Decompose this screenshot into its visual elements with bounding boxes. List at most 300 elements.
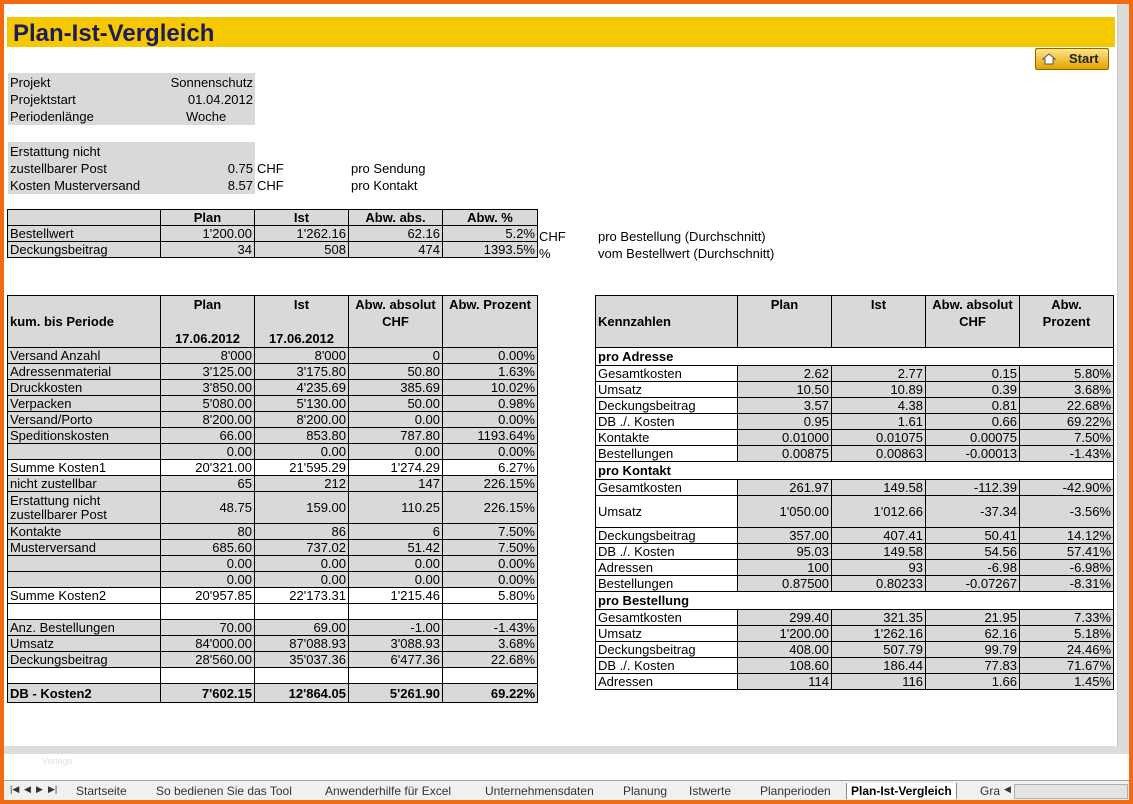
cell[interactable]: 54.56 xyxy=(926,544,1020,560)
row-label xyxy=(8,572,161,588)
header-cell xyxy=(926,296,1020,348)
cell[interactable]: 1.66 xyxy=(926,674,1020,690)
sheet-tab-unternehmensdaten[interactable]: Unternehmensdaten xyxy=(485,784,594,798)
bestellwert-table xyxy=(7,209,538,258)
cell[interactable]: 99.79 xyxy=(926,642,1020,658)
sheet-tab-anwenderhilfe[interactable]: Anwenderhilfe für Excel xyxy=(325,784,452,798)
cell[interactable]: 86 xyxy=(255,524,349,540)
table-row xyxy=(596,480,1114,496)
last-sheet-icon[interactable]: ▶| xyxy=(48,784,58,794)
sheet-tab-istwerte[interactable]: Istwerte xyxy=(689,784,732,798)
col-ist-label: Ist xyxy=(293,297,310,312)
cell[interactable]: -0.07267 xyxy=(926,576,1020,592)
cell[interactable]: -37.34 xyxy=(926,496,1020,528)
cell[interactable]: 114 xyxy=(738,674,832,690)
cell[interactable]: 5.2% xyxy=(443,226,538,242)
cell[interactable]: 3.68% xyxy=(443,636,538,652)
cell[interactable]: 1193.64% xyxy=(443,428,538,444)
cell[interactable]: 357.00 xyxy=(738,528,832,544)
cell[interactable]: 226.15% xyxy=(443,476,538,492)
cell[interactable]: -8.31% xyxy=(1020,576,1114,592)
cell[interactable]: 69.22% xyxy=(443,684,538,703)
date-ist: 17.06.2012 xyxy=(268,331,335,346)
title-banner xyxy=(7,17,1115,47)
table-row xyxy=(8,396,538,412)
cell[interactable]: 87'088.93 xyxy=(255,636,349,652)
cell[interactable]: 5'130.00 xyxy=(255,396,349,412)
row-label: Kontakte xyxy=(596,430,738,446)
cell[interactable]: -3.56% xyxy=(1020,496,1114,528)
musterversand-value: 8.57 xyxy=(227,178,253,193)
cell[interactable]: 787.80 xyxy=(349,428,443,444)
cell[interactable]: 8'000 xyxy=(161,348,255,364)
cell[interactable]: 28'560.00 xyxy=(161,652,255,668)
vertical-scrollbar[interactable] xyxy=(1117,4,1129,746)
section-title: pro Bestellung xyxy=(596,592,1114,610)
row-label: Bestellwert xyxy=(8,226,161,242)
table-row xyxy=(596,626,1114,642)
row-label: DB ./. Kosten xyxy=(596,658,738,674)
cell[interactable] xyxy=(443,668,538,684)
cell[interactable]: 0.00 xyxy=(255,556,349,572)
bestellwert-note: pro Bestellung (Durchschnitt) xyxy=(598,229,766,244)
cell[interactable]: 0.95 xyxy=(738,414,832,430)
cell[interactable]: 1'215.46 xyxy=(349,588,443,604)
row-label: Kontakte xyxy=(8,524,161,540)
sheet-bottom-strip xyxy=(4,746,1129,754)
col-pct-label: Abw. xyxy=(1051,297,1082,312)
table-row xyxy=(596,576,1114,592)
first-sheet-icon[interactable]: |◀ xyxy=(10,784,20,794)
cell[interactable]: 0.00 xyxy=(161,444,255,460)
watermark-text: Vorlage xyxy=(42,756,73,766)
cell[interactable]: 21.95 xyxy=(926,610,1020,626)
cell[interactable] xyxy=(349,668,443,684)
cell[interactable]: -1.43% xyxy=(443,620,538,636)
table-row xyxy=(8,380,538,396)
table-row xyxy=(8,492,538,524)
table-header-row xyxy=(8,296,538,348)
cell[interactable] xyxy=(161,604,255,620)
row-label: Bestellungen xyxy=(596,446,738,462)
cell[interactable]: 110.25 xyxy=(349,492,443,524)
sheet-tab-startseite[interactable]: Startseite xyxy=(76,784,127,798)
row-label: Deckungsbeitrag xyxy=(596,398,738,414)
cell[interactable]: 0.01075 xyxy=(832,430,926,446)
cell[interactable]: 737.02 xyxy=(255,540,349,556)
cell[interactable]: 20'957.85 xyxy=(161,588,255,604)
row-label: DB ./. Kosten xyxy=(596,414,738,430)
next-sheet-icon[interactable]: ▶ xyxy=(36,784,43,794)
cell[interactable]: 0.80233 xyxy=(832,576,926,592)
col-pct-label-2: Prozent xyxy=(1042,314,1091,329)
cell[interactable]: 93 xyxy=(832,560,926,576)
cell[interactable]: 4'235.69 xyxy=(255,380,349,396)
cell[interactable]: 69.22% xyxy=(1020,414,1114,430)
cell[interactable]: 1'262.16 xyxy=(255,226,349,242)
cell[interactable]: -0.00013 xyxy=(926,446,1020,462)
cell[interactable]: 3'175.80 xyxy=(255,364,349,380)
cell[interactable]: 57.41% xyxy=(1020,544,1114,560)
table-row xyxy=(8,636,538,652)
header-cell: Ist xyxy=(255,210,349,226)
table-row xyxy=(596,366,1114,382)
table-row xyxy=(596,560,1114,576)
cell[interactable]: 21'595.29 xyxy=(255,460,349,476)
cell[interactable] xyxy=(349,604,443,620)
cell[interactable]: 7.33% xyxy=(1020,610,1114,626)
section-header-row xyxy=(596,462,1114,480)
erstattung-unit: CHF xyxy=(257,161,284,176)
section-header-row xyxy=(596,592,1114,610)
cell[interactable]: 0.98% xyxy=(443,396,538,412)
project-start-label: Projektstart xyxy=(10,92,76,107)
cell[interactable]: 407.41 xyxy=(832,528,926,544)
cell[interactable]: 10.89 xyxy=(832,382,926,398)
musterversand-label: Kosten Musterversand xyxy=(10,178,141,193)
cell[interactable]: 226.15% xyxy=(443,492,538,524)
cell[interactable]: 80 xyxy=(161,524,255,540)
cell[interactable]: 0.87500 xyxy=(738,576,832,592)
db-unit: % xyxy=(539,246,551,261)
cell[interactable]: 1'200.00 xyxy=(161,226,255,242)
cell[interactable]: 7.50% xyxy=(1020,430,1114,446)
row-label: Verpacken xyxy=(8,396,161,412)
table-row xyxy=(8,412,538,428)
horizontal-scrollbar[interactable] xyxy=(1014,784,1128,799)
col-ist-label: Ist xyxy=(870,297,887,312)
cell[interactable]: 3.57 xyxy=(738,398,832,414)
table-row xyxy=(596,398,1114,414)
table-row xyxy=(8,620,538,636)
table-row xyxy=(596,674,1114,690)
scroll-left-icon[interactable]: ◀ xyxy=(1004,784,1011,794)
cell[interactable]: 321.35 xyxy=(832,610,926,626)
table-header-row xyxy=(596,296,1114,348)
table-row xyxy=(596,430,1114,446)
cell[interactable]: 7.50% xyxy=(443,524,538,540)
row-label: Adressen xyxy=(596,560,738,576)
cell[interactable]: 685.60 xyxy=(161,540,255,556)
cell[interactable]: 50.80 xyxy=(349,364,443,380)
header-cell: Abw. abs. xyxy=(349,210,443,226)
cell[interactable]: 22.68% xyxy=(443,652,538,668)
musterversand-note: pro Kontakt xyxy=(351,178,418,193)
cell[interactable]: -112.39 xyxy=(926,480,1020,496)
cell[interactable]: -6.98 xyxy=(926,560,1020,576)
cell[interactable]: 22'173.31 xyxy=(255,588,349,604)
cell[interactable]: 159.00 xyxy=(255,492,349,524)
cell[interactable]: 1393.5% xyxy=(443,242,538,258)
row-label: Druckkosten xyxy=(8,380,161,396)
row-label: Deckungsbeitrag xyxy=(596,642,738,658)
col-abs-unit: CHF xyxy=(959,314,986,329)
cell[interactable]: 212 xyxy=(255,476,349,492)
cell[interactable]: 84'000.00 xyxy=(161,636,255,652)
row-label: Musterversand xyxy=(8,540,161,556)
row-label: Bestellungen xyxy=(596,576,738,592)
cell[interactable]: 66.00 xyxy=(161,428,255,444)
cell[interactable]: 0.15 xyxy=(926,366,1020,382)
cell[interactable]: 0.66 xyxy=(926,414,1020,430)
header-cell xyxy=(832,296,926,348)
row-label: Summe Kosten1 xyxy=(8,460,161,476)
row-label: DB ./. Kosten xyxy=(596,544,738,560)
col-abs-unit: CHF xyxy=(382,314,409,329)
cell[interactable]: 0.00% xyxy=(443,444,538,460)
cell[interactable]: 474 xyxy=(349,242,443,258)
col-abs-label: Abw. absolut xyxy=(355,297,436,312)
cell[interactable]: 22.68% xyxy=(1020,398,1114,414)
cell[interactable]: 35'037.36 xyxy=(255,652,349,668)
cell[interactable]: 147 xyxy=(349,476,443,492)
cell[interactable]: 77.83 xyxy=(926,658,1020,674)
cell[interactable]: 50.41 xyxy=(926,528,1020,544)
header-cell xyxy=(443,296,538,348)
cell[interactable]: 299.40 xyxy=(738,610,832,626)
cell[interactable]: 3'850.00 xyxy=(161,380,255,396)
cell[interactable]: 0.00 xyxy=(349,444,443,460)
cell[interactable]: 24.46% xyxy=(1020,642,1114,658)
row-label: Umsatz xyxy=(8,636,161,652)
cell[interactable]: 6.27% xyxy=(443,460,538,476)
cell[interactable]: 0.00% xyxy=(443,412,538,428)
cell[interactable]: 0.00875 xyxy=(738,446,832,462)
sheet-tab-bar xyxy=(4,780,1129,800)
cell[interactable]: 0.00 xyxy=(255,572,349,588)
cell[interactable]: 2.62 xyxy=(738,366,832,382)
cell[interactable]: 20'321.00 xyxy=(161,460,255,476)
table-row xyxy=(8,572,538,588)
cell[interactable]: 0.00863 xyxy=(832,446,926,462)
cell[interactable]: 0.00% xyxy=(443,572,538,588)
erstattung-note: pro Sendung xyxy=(351,161,426,176)
cell[interactable]: 5'080.00 xyxy=(161,396,255,412)
sheet-tab-grafik[interactable]: Gra xyxy=(980,784,1001,798)
cell[interactable]: 1'050.00 xyxy=(738,496,832,528)
cell[interactable]: 1'200.00 xyxy=(738,626,832,642)
home-icon xyxy=(1042,53,1056,65)
cell[interactable]: 3.68% xyxy=(1020,382,1114,398)
cell[interactable]: 0.00% xyxy=(443,348,538,364)
header-cell: kum. bis Periode xyxy=(8,296,161,348)
table-row xyxy=(8,428,538,444)
sheet-tab-plan-ist-vergleich[interactable]: Plan-Ist-Vergleich xyxy=(846,783,957,799)
table-row xyxy=(8,604,538,620)
cell[interactable]: 3'125.00 xyxy=(161,364,255,380)
cell[interactable]: 50.00 xyxy=(349,396,443,412)
table-row xyxy=(596,382,1114,398)
cell[interactable]: 116 xyxy=(832,674,926,690)
table-row xyxy=(8,540,538,556)
sheet-tab-planung[interactable]: Planung xyxy=(623,784,668,798)
row-label: Deckungsbeitrag xyxy=(596,528,738,544)
cell[interactable]: 0 xyxy=(349,348,443,364)
header-cell: Abw. % xyxy=(443,210,538,226)
cell[interactable]: 8'000 xyxy=(255,348,349,364)
erstattung-label-1: Erstattung nicht xyxy=(10,144,101,159)
project-value: Sonnenschutz xyxy=(170,75,253,90)
cell[interactable]: 6 xyxy=(349,524,443,540)
section-header-row xyxy=(596,348,1114,366)
cell[interactable]: 149.58 xyxy=(832,544,926,560)
row-label: Versand Anzahl xyxy=(8,348,161,364)
row-label: Anz. Bestellungen xyxy=(8,620,161,636)
cell[interactable]: 48.75 xyxy=(161,492,255,524)
col-abs-label: Abw. absolut xyxy=(932,297,1013,312)
row-label: Adressen xyxy=(596,674,738,690)
cell[interactable]: 8'200.00 xyxy=(161,412,255,428)
row-label: Gesamtkosten xyxy=(596,366,738,382)
cell[interactable]: 100 xyxy=(738,560,832,576)
cell[interactable] xyxy=(161,668,255,684)
cell[interactable]: 62.16 xyxy=(926,626,1020,642)
table-row xyxy=(8,348,538,364)
row-label: DB - Kosten2 xyxy=(8,684,161,703)
cell[interactable]: 0.00 xyxy=(349,572,443,588)
cell[interactable]: 65 xyxy=(161,476,255,492)
date-plan: 17.06.2012 xyxy=(174,331,241,346)
cell[interactable]: 70.00 xyxy=(161,620,255,636)
cell[interactable]: 10.02% xyxy=(443,380,538,396)
cell[interactable]: 14.12% xyxy=(1020,528,1114,544)
bestellwert-unit: CHF xyxy=(539,229,566,244)
cell[interactable]: 4.38 xyxy=(832,398,926,414)
row-label: Adressenmaterial xyxy=(8,364,161,380)
row-label xyxy=(8,668,161,684)
table-row xyxy=(8,588,538,604)
col-plan-label: Plan xyxy=(193,297,222,312)
cell[interactable]: 62.16 xyxy=(349,226,443,242)
cell[interactable]: 508 xyxy=(255,242,349,258)
cell[interactable]: 10.50 xyxy=(738,382,832,398)
cell[interactable]: -42.90% xyxy=(1020,480,1114,496)
cell[interactable]: 69.00 xyxy=(255,620,349,636)
cell[interactable]: 0.81 xyxy=(926,398,1020,414)
row-label xyxy=(8,556,161,572)
cell[interactable]: 408.00 xyxy=(738,642,832,658)
prev-sheet-icon[interactable]: ◀ xyxy=(24,784,31,794)
header-cell xyxy=(1020,296,1114,348)
start-button-label: Start xyxy=(1069,51,1099,66)
cell[interactable]: 1'012.66 xyxy=(832,496,926,528)
table-row xyxy=(8,684,538,703)
cell[interactable]: 0.00 xyxy=(255,444,349,460)
cell[interactable]: 1'262.16 xyxy=(832,626,926,642)
row-label: Versand/Porto xyxy=(8,412,161,428)
row-label: Deckungsbeitrag xyxy=(8,652,161,668)
cell[interactable] xyxy=(443,604,538,620)
cell[interactable]: 0.00075 xyxy=(926,430,1020,446)
row-label xyxy=(8,444,161,460)
cell[interactable] xyxy=(255,668,349,684)
table-row xyxy=(596,528,1114,544)
row-label: Gesamtkosten xyxy=(596,610,738,626)
table-header-row xyxy=(8,210,538,226)
cell[interactable]: 385.69 xyxy=(349,380,443,396)
project-label: Projekt xyxy=(10,75,51,90)
row-label: Deckungsbeitrag xyxy=(8,242,161,258)
table-row xyxy=(596,446,1114,462)
row-label: Erstattung nicht zustellbarer Post xyxy=(8,492,161,524)
table-row xyxy=(8,476,538,492)
col-pct-label: Abw. Prozent xyxy=(449,297,531,312)
col-plan-label: Plan xyxy=(770,297,799,312)
cell[interactable]: 1.61 xyxy=(832,414,926,430)
cell[interactable]: 5'261.90 xyxy=(349,684,443,703)
cell[interactable]: 3'088.93 xyxy=(349,636,443,652)
table-row xyxy=(596,658,1114,674)
cell[interactable]: 149.58 xyxy=(832,480,926,496)
cell[interactable] xyxy=(255,604,349,620)
cell[interactable]: 5.80% xyxy=(1020,366,1114,382)
header-cell xyxy=(738,296,832,348)
page-title: Plan-Ist-Vergleich xyxy=(13,20,215,47)
row-label: Umsatz xyxy=(596,626,738,642)
cell[interactable]: 7'602.15 xyxy=(161,684,255,703)
header-cell: Plan xyxy=(161,210,255,226)
cell[interactable]: 1.45% xyxy=(1020,674,1114,690)
cell[interactable]: 108.60 xyxy=(738,658,832,674)
start-button[interactable] xyxy=(1035,48,1109,70)
row-label xyxy=(8,604,161,620)
cell[interactable]: 1.63% xyxy=(443,364,538,380)
cell[interactable]: 0.01000 xyxy=(738,430,832,446)
cell[interactable]: 34 xyxy=(161,242,255,258)
cell[interactable]: 7.50% xyxy=(443,540,538,556)
period-length-label: Periodenlänge xyxy=(10,109,94,124)
cell[interactable]: 507.79 xyxy=(832,642,926,658)
cell[interactable]: -1.43% xyxy=(1020,446,1114,462)
cell[interactable]: 5.80% xyxy=(443,588,538,604)
cell[interactable]: -6.98% xyxy=(1020,560,1114,576)
erstattung-value: 0.75 xyxy=(227,161,253,176)
cell[interactable]: -1.00 xyxy=(349,620,443,636)
row-label: nicht zustellbar xyxy=(8,476,161,492)
cell[interactable]: 261.97 xyxy=(738,480,832,496)
table-row xyxy=(596,610,1114,626)
cell[interactable]: 0.00 xyxy=(349,556,443,572)
cell[interactable]: 51.42 xyxy=(349,540,443,556)
cell[interactable]: 8'200.00 xyxy=(255,412,349,428)
sheet-tab-planperioden[interactable]: Planperioden xyxy=(760,784,831,798)
cell[interactable]: 6'477.36 xyxy=(349,652,443,668)
cell[interactable]: 0.00% xyxy=(443,556,538,572)
cell[interactable]: 0.00 xyxy=(349,412,443,428)
header-cell xyxy=(255,296,349,348)
sheet-area xyxy=(4,4,1129,800)
db-note: vom Bestellwert (Durchschnitt) xyxy=(598,246,775,261)
table-row xyxy=(8,444,538,460)
table-row xyxy=(8,556,538,572)
cell[interactable]: 0.39 xyxy=(926,382,1020,398)
table-row xyxy=(8,226,538,242)
cell[interactable]: 2.77 xyxy=(832,366,926,382)
cell[interactable]: 71.67% xyxy=(1020,658,1114,674)
cell[interactable]: 0.00 xyxy=(161,556,255,572)
cell[interactable]: 0.00 xyxy=(161,572,255,588)
cell[interactable]: 95.03 xyxy=(738,544,832,560)
cell[interactable]: 1'274.29 xyxy=(349,460,443,476)
table-row xyxy=(596,544,1114,560)
cell[interactable]: 186.44 xyxy=(832,658,926,674)
row-label: Summe Kosten2 xyxy=(8,588,161,604)
cell[interactable]: 5.18% xyxy=(1020,626,1114,642)
erstattung-label-2: zustellbarer Post xyxy=(10,161,107,176)
cell[interactable]: 853.80 xyxy=(255,428,349,444)
cell[interactable]: 12'864.05 xyxy=(255,684,349,703)
sheet-tab-bedienung[interactable]: So bedienen Sie das Tool xyxy=(156,784,292,798)
